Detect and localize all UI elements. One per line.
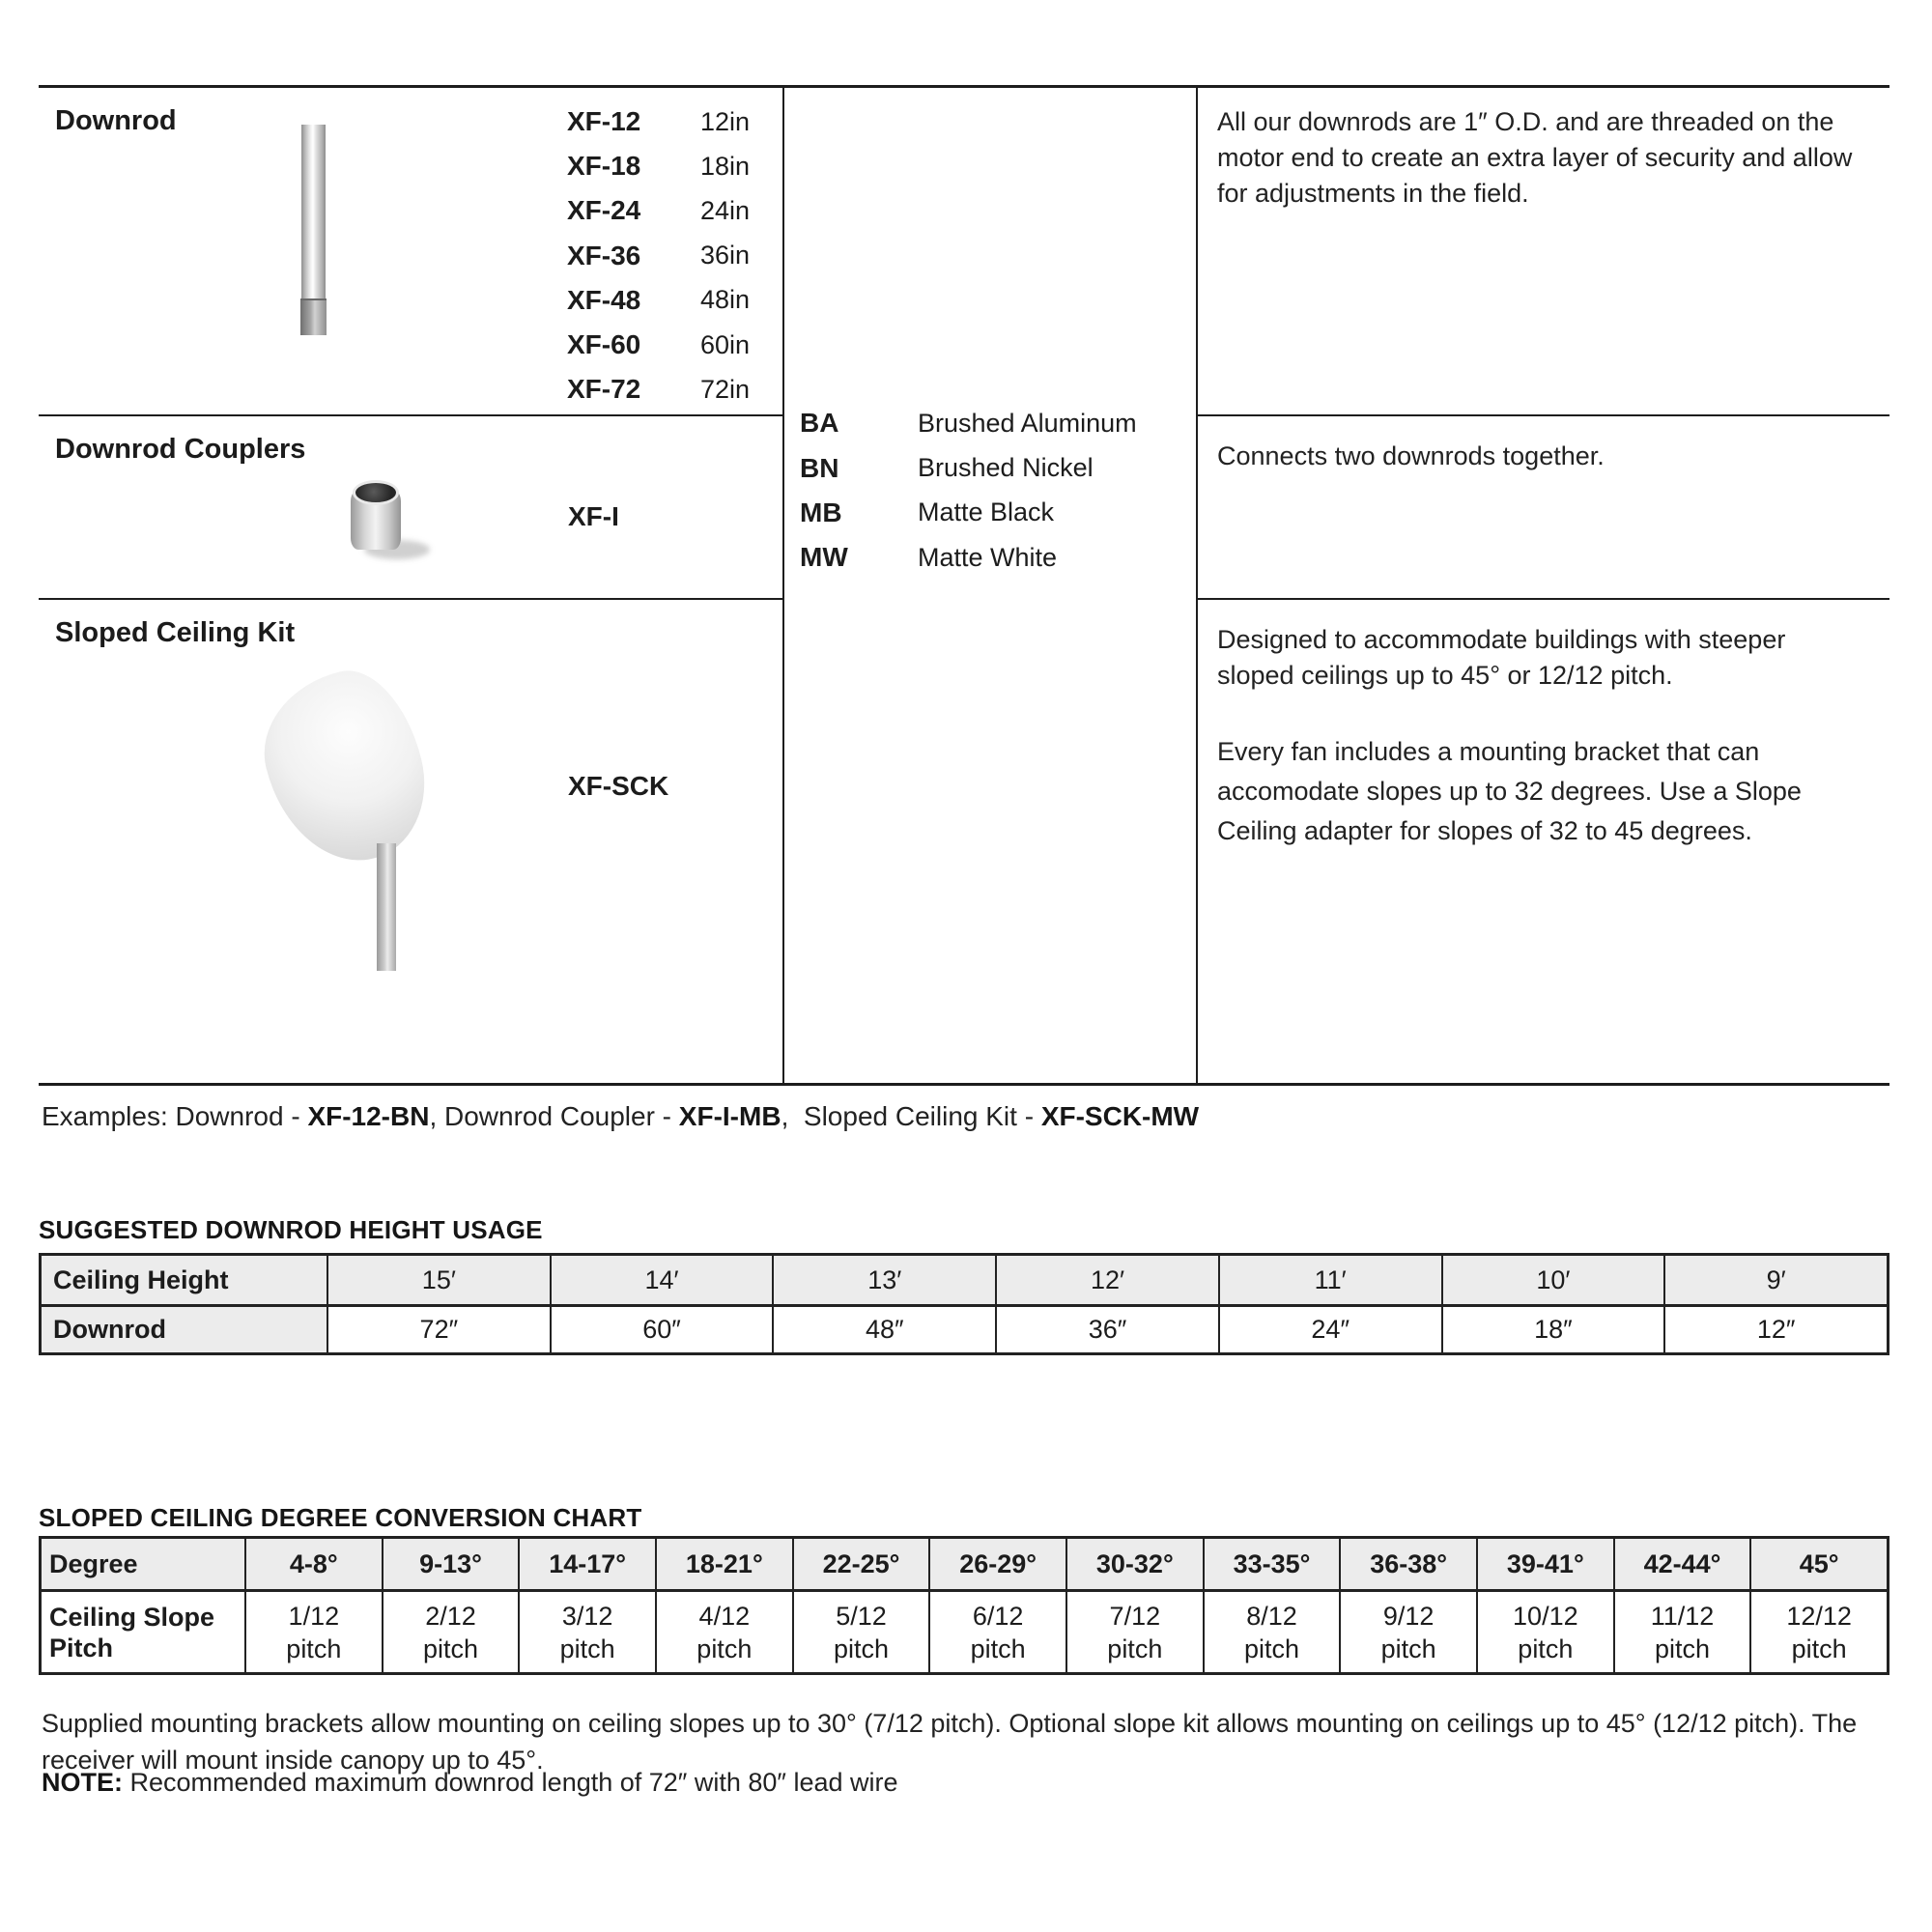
pitch-ratio: 10/12 xyxy=(1513,1601,1578,1631)
pitch-ratio: 9/12 xyxy=(1382,1601,1435,1631)
degree-range: 36-38° xyxy=(1339,1539,1476,1589)
pitch-value xyxy=(244,1589,382,1672)
example-code-sloped-kit: XF-SCK-MW xyxy=(1040,1101,1200,1131)
finish-name: Brushed Aluminum xyxy=(918,408,1137,438)
row-label-downrod: Downrod xyxy=(42,1304,327,1352)
pitch-unit: pitch xyxy=(1243,1634,1300,1663)
finish-list xyxy=(800,401,1137,581)
ceiling-height-value: 13′ xyxy=(772,1256,995,1304)
pitch-value xyxy=(518,1589,655,1672)
row-label-ceiling-height: Ceiling Height xyxy=(42,1256,327,1304)
finish-code: BN xyxy=(800,452,839,483)
pitch-value xyxy=(792,1589,929,1672)
degree-range: 39-41° xyxy=(1476,1539,1613,1589)
ceiling-height-value: 14′ xyxy=(550,1256,773,1304)
pitch-ratio: 1/12 xyxy=(288,1601,340,1631)
model-size: 36in xyxy=(700,241,751,270)
pitch-unit: pitch xyxy=(833,1634,890,1663)
downrod-length-value: 24″ xyxy=(1218,1304,1441,1352)
degree-conversion-table xyxy=(39,1536,1889,1675)
pitch-unit: pitch xyxy=(1791,1634,1847,1663)
note-text: Recommended maximum downrod length of 72″ with 80″ lead wire xyxy=(123,1768,898,1797)
coupler-model-code: XF-I xyxy=(568,501,619,531)
pitch-ratio: 2/12 xyxy=(425,1601,476,1631)
model-code: XF-36 xyxy=(567,240,641,270)
product-spec-table xyxy=(39,85,1889,1086)
sloped-kit-section-title: Sloped Ceiling Kit xyxy=(55,617,296,648)
ceiling-height-value: 10′ xyxy=(1441,1256,1664,1304)
pitch-ratio: 12/12 xyxy=(1786,1601,1852,1631)
pitch-ratio: 11/12 xyxy=(1650,1601,1715,1631)
spec-column-products xyxy=(39,88,782,1083)
examples-separator: , Sloped Ceiling Kit - xyxy=(781,1101,1041,1131)
examples-prefix: Examples: Downrod - xyxy=(42,1101,308,1131)
degree-range: 18-21° xyxy=(655,1539,792,1589)
max-downrod-note xyxy=(42,1768,898,1798)
model-code: XF-18 xyxy=(567,151,641,182)
model-code: XF-72 xyxy=(567,374,641,405)
example-code-coupler: XF-I-MB xyxy=(678,1101,781,1131)
model-code: XF-12 xyxy=(567,106,641,137)
finish-row xyxy=(800,401,1137,445)
pitch-unit: pitch xyxy=(559,1634,615,1663)
ceiling-height-value: 12′ xyxy=(995,1256,1218,1304)
pitch-unit: pitch xyxy=(286,1634,342,1663)
pitch-ratio: 3/12 xyxy=(561,1601,613,1631)
pitch-unit: pitch xyxy=(1518,1634,1574,1663)
model-code: XF-60 xyxy=(567,329,641,360)
pitch-unit: pitch xyxy=(970,1634,1026,1663)
pitch-value xyxy=(1476,1589,1613,1672)
degree-range: 45° xyxy=(1749,1539,1887,1589)
model-row xyxy=(567,144,750,188)
model-size: 48in xyxy=(700,285,751,315)
model-size: 60in xyxy=(700,329,751,359)
pitch-unit: pitch xyxy=(696,1634,753,1663)
degree-range: 9-13° xyxy=(382,1539,519,1589)
degree-chart-title: SLOPED CEILING DEGREE CONVERSION CHART xyxy=(39,1503,642,1532)
pitch-value xyxy=(1339,1589,1476,1672)
sloped-kit-description-1: Designed to accommodate buildings with steeper sloped ceilings up to 45° or 12/12 pitch. xyxy=(1217,625,1786,690)
pitch-value xyxy=(1203,1589,1340,1672)
coupler-description: Connects two downrods together. xyxy=(1217,441,1605,470)
downrod-height-table-title: SUGGESTED DOWNROD HEIGHT USAGE xyxy=(39,1215,543,1244)
degree-range: 30-32° xyxy=(1065,1539,1203,1589)
pitch-ratio: 6/12 xyxy=(972,1601,1024,1631)
sloped-kit-description-cell xyxy=(1198,600,1889,1083)
coupler-section xyxy=(39,416,782,600)
row-label-degree: Degree xyxy=(42,1539,244,1589)
sloped-kit-model-code: XF-SCK xyxy=(568,771,669,801)
pitch-unit: pitch xyxy=(1654,1634,1711,1663)
degree-range: 42-44° xyxy=(1613,1539,1750,1589)
sloped-kit-description-2: Every fan includes a mounting bracket that can accomodate slopes up to 32 degrees. Use a Slope Ceiling adapter for slopes of 32 to 45 degrees. xyxy=(1217,737,1802,845)
finish-code: BA xyxy=(800,408,839,439)
model-row xyxy=(567,278,750,323)
downrod-description: All our downrods are 1″ O.D. and are threaded on the motor end to create an extra layer of security and allow for adjustments in the field. xyxy=(1217,107,1853,208)
model-row xyxy=(567,367,750,412)
pitch-value xyxy=(655,1589,792,1672)
downrod-length-value: 60″ xyxy=(550,1304,773,1352)
pitch-unit: pitch xyxy=(422,1634,479,1663)
degree-range: 4-8° xyxy=(244,1539,382,1589)
downrod-description-cell xyxy=(1198,88,1889,416)
examples-separator: , Downrod Coupler - xyxy=(429,1101,679,1131)
finish-code: MW xyxy=(800,542,848,573)
finish-row xyxy=(800,491,1137,535)
downrod-length-value: 48″ xyxy=(772,1304,995,1352)
model-row xyxy=(567,234,750,278)
ceiling-height-value: 11′ xyxy=(1218,1256,1441,1304)
pitch-value xyxy=(928,1589,1065,1672)
degree-range: 26-29° xyxy=(928,1539,1065,1589)
model-row xyxy=(567,188,750,233)
model-code: XF-48 xyxy=(567,284,641,315)
downrod-model-list xyxy=(567,99,750,412)
coupler-section-title: Downrod Couplers xyxy=(55,434,306,465)
finish-row xyxy=(800,445,1137,490)
mounting-bracket-note: Supplied mounting brackets allow mounting on ceiling slopes up to 30° (7/12 pitch). Optional slope kit allows mounting on ceilings up to 45° (12/12 pitch). The receiver will mount inside canopy up to 45°. xyxy=(42,1709,1858,1775)
finish-row xyxy=(800,535,1137,580)
pitch-ratio: 5/12 xyxy=(836,1601,887,1631)
ceiling-height-value: 9′ xyxy=(1663,1256,1887,1304)
finish-code: MB xyxy=(800,497,842,527)
model-size: 12in xyxy=(700,106,751,136)
downrod-section-title: Downrod xyxy=(55,105,177,136)
degree-range: 14-17° xyxy=(518,1539,655,1589)
pitch-value xyxy=(1613,1589,1750,1672)
downrod-section xyxy=(39,88,782,416)
pitch-ratio: 8/12 xyxy=(1246,1601,1297,1631)
pitch-unit: pitch xyxy=(1107,1634,1163,1663)
pitch-value xyxy=(382,1589,519,1672)
note-label: NOTE: xyxy=(42,1768,123,1797)
sloped-kit-section xyxy=(39,600,782,1083)
finish-name: Matte White xyxy=(918,542,1058,572)
downrod-product-image xyxy=(301,125,326,335)
model-size: 72in xyxy=(700,374,751,404)
example-code-downrod: XF-12-BN xyxy=(307,1101,430,1131)
sloped-kit-product-image xyxy=(39,600,782,1054)
spec-column-descriptions xyxy=(1198,88,1889,1083)
downrod-length-value: 18″ xyxy=(1441,1304,1664,1352)
downrod-height-table xyxy=(39,1253,1889,1355)
model-size: 24in xyxy=(700,195,751,225)
pitch-ratio: 4/12 xyxy=(698,1601,751,1631)
degree-range: 33-35° xyxy=(1203,1539,1340,1589)
finish-name: Brushed Nickel xyxy=(918,453,1094,483)
sloped-kit-rod xyxy=(377,843,396,971)
row-label-ceiling-slope-pitch: Ceiling Slope Pitch xyxy=(42,1589,244,1672)
pitch-unit: pitch xyxy=(1380,1634,1436,1663)
downrod-length-value: 12″ xyxy=(1663,1304,1887,1352)
ceiling-height-value: 15′ xyxy=(327,1256,550,1304)
coupler-opening xyxy=(353,480,399,505)
degree-range: 22-25° xyxy=(792,1539,929,1589)
ordering-examples-line xyxy=(42,1101,1199,1132)
coupler-description-cell xyxy=(1198,416,1889,600)
sloped-kit-canopy xyxy=(248,658,442,878)
model-code: XF-24 xyxy=(567,195,641,226)
downrod-length-value: 36″ xyxy=(995,1304,1218,1352)
pitch-value xyxy=(1065,1589,1203,1672)
pitch-ratio: 7/12 xyxy=(1109,1601,1161,1631)
downrod-length-value: 72″ xyxy=(327,1304,550,1352)
finish-name: Matte Black xyxy=(918,497,1055,527)
pitch-value xyxy=(1749,1589,1887,1672)
model-size: 18in xyxy=(700,151,751,181)
coupler-product-image xyxy=(351,480,401,555)
spec-column-finishes xyxy=(782,88,1198,1083)
model-row xyxy=(567,323,750,367)
model-row xyxy=(567,99,750,144)
